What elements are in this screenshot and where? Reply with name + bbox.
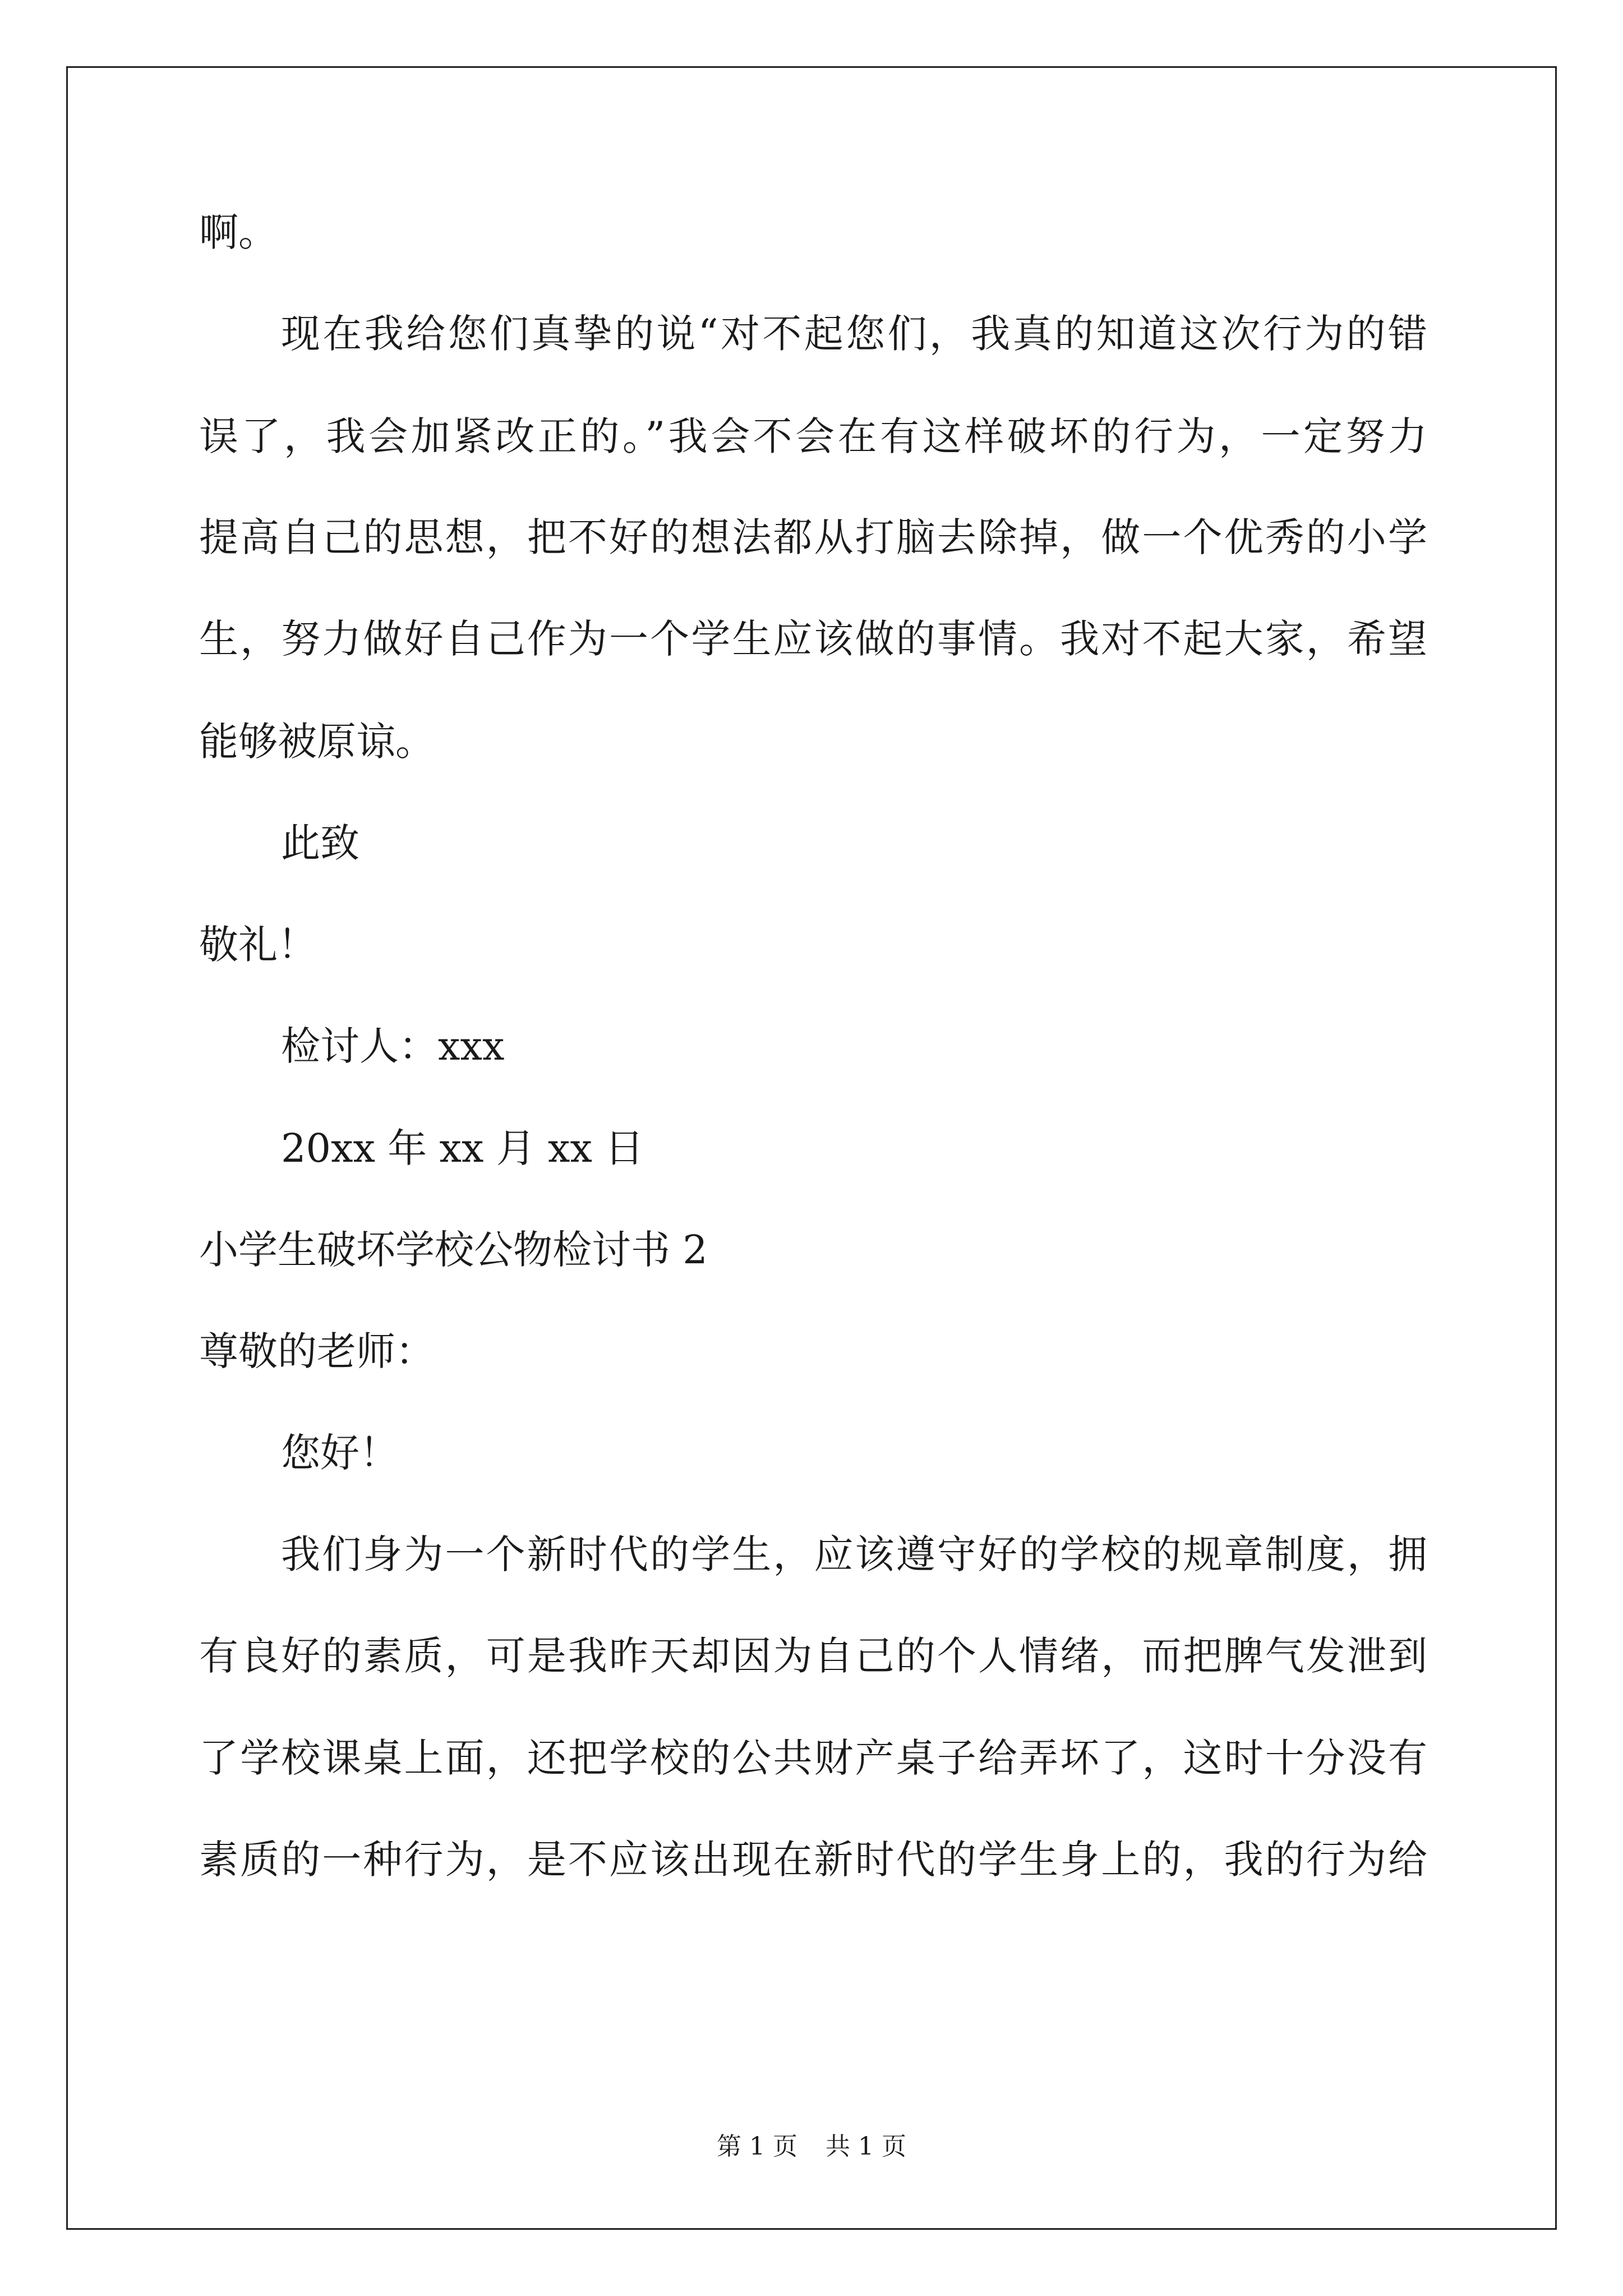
section-title: 小学生破坏学校公物检讨书 2 <box>199 1227 708 1273</box>
closing-salutation: 此致 <box>281 820 359 866</box>
text-line-17: 素质的一种行为，是不应该出现在新时代的学生身上的，我的行为给 <box>199 1837 1427 1883</box>
text-line-1: 啊。 <box>199 209 278 255</box>
text-line-15: 有良好的素质，可是我昨天却因为自己的个人情绪，而把脾气发泄到 <box>199 1633 1427 1679</box>
text-line-6: 能够被原谅。 <box>199 719 435 765</box>
document-body <box>199 0 1427 2296</box>
text-line-5: 生，努力做好自己作为一个学生应该做的事情。我对不起大家，希望 <box>199 616 1427 662</box>
text-line-2: 现在我给您们真挚的说“对不起您们，我真的知道这次行为的错 <box>281 311 1427 357</box>
text-line-14: 我们身为一个新时代的学生，应该遵守好的学校的规章制度，拥 <box>281 1531 1427 1577</box>
hello-line: 您好！ <box>281 1430 399 1476</box>
text-line-4: 提高自己的思想，把不好的想法都从打脑去除掉，做一个优秀的小学 <box>199 514 1427 560</box>
page-number: 第 1 页 <box>717 2132 797 2161</box>
text-line-16: 了学校课桌上面，还把学校的公共财产桌子给弄坏了，这时十分没有 <box>199 1735 1427 1781</box>
signer-line: 检讨人：xxx <box>281 1023 505 1069</box>
closing-regards: 敬礼！ <box>199 922 317 968</box>
text-line-3: 误了，我会加紧改正的。”我会不会在有这样破坏的行为，一定努力 <box>199 413 1427 459</box>
greeting-line: 尊敬的老师： <box>199 1328 435 1374</box>
page-total: 共 1 页 <box>826 2132 906 2161</box>
page-footer <box>0 2130 1623 2164</box>
date-line: 20xx 年 xx 月 xx 日 <box>281 1125 644 1171</box>
